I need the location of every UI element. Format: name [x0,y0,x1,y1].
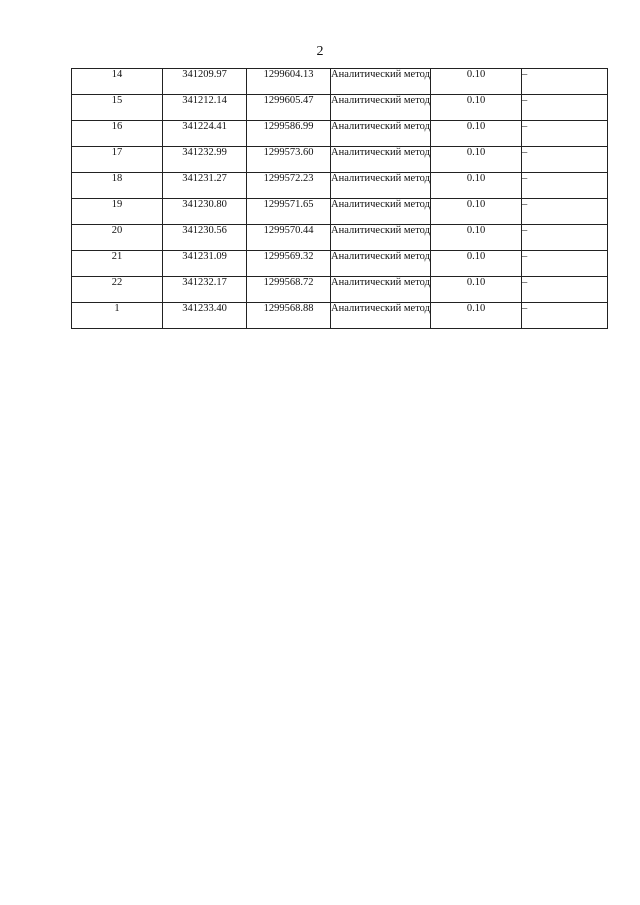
note-cell: – [522,277,608,303]
coordinate-y-cell: 1299568.72 [247,277,331,303]
coordinate-y-cell: 1299572.23 [247,173,331,199]
accuracy-cell: 0.10 [431,303,522,329]
table-row [72,199,608,225]
method-cell: Аналитический метод [331,173,431,199]
point-number-cell: 15 [72,95,163,121]
table-row [72,277,608,303]
accuracy-cell: 0.10 [431,95,522,121]
note-cell: – [522,147,608,173]
coordinate-y-cell: 1299571.65 [247,199,331,225]
method-cell: Аналитический метод [331,147,431,173]
accuracy-cell: 0.10 [431,251,522,277]
point-number-cell: 1 [72,303,163,329]
coordinate-y-cell: 1299570.44 [247,225,331,251]
table-row [72,95,608,121]
note-cell: – [522,173,608,199]
coordinate-x-cell: 341230.80 [163,199,247,225]
method-cell: Аналитический метод [331,225,431,251]
note-cell: – [522,251,608,277]
coordinate-x-cell: 341230.56 [163,225,247,251]
method-cell: Аналитический метод [331,69,431,95]
table-row [72,147,608,173]
coordinate-x-cell: 341231.27 [163,173,247,199]
table-row [72,121,608,147]
coordinates-table [71,68,608,329]
method-cell: Аналитический метод [331,251,431,277]
coordinate-y-cell: 1299604.13 [247,69,331,95]
point-number-cell: 14 [72,69,163,95]
coordinate-y-cell: 1299569.32 [247,251,331,277]
point-number-cell: 16 [72,121,163,147]
coordinate-x-cell: 341232.99 [163,147,247,173]
coordinate-x-cell: 341231.09 [163,251,247,277]
accuracy-cell: 0.10 [431,225,522,251]
coordinate-x-cell: 341232.17 [163,277,247,303]
point-number-cell: 17 [72,147,163,173]
coordinate-x-cell: 341212.14 [163,95,247,121]
coordinates-table-body [72,69,608,329]
table-row [72,251,608,277]
point-number-cell: 21 [72,251,163,277]
coordinate-x-cell: 341224.41 [163,121,247,147]
table-row [72,69,608,95]
coordinate-y-cell: 1299568.88 [247,303,331,329]
note-cell: – [522,199,608,225]
coordinate-x-cell: 341233.40 [163,303,247,329]
accuracy-cell: 0.10 [431,147,522,173]
note-cell: – [522,225,608,251]
coordinate-y-cell: 1299605.47 [247,95,331,121]
method-cell: Аналитический метод [331,121,431,147]
table-row [72,303,608,329]
method-cell: Аналитический метод [331,277,431,303]
table-row [72,173,608,199]
accuracy-cell: 0.10 [431,69,522,95]
accuracy-cell: 0.10 [431,121,522,147]
method-cell: Аналитический метод [331,95,431,121]
coordinate-x-cell: 341209.97 [163,69,247,95]
note-cell: – [522,95,608,121]
point-number-cell: 20 [72,225,163,251]
accuracy-cell: 0.10 [431,199,522,225]
point-number-cell: 22 [72,277,163,303]
note-cell: – [522,303,608,329]
point-number-cell: 18 [72,173,163,199]
accuracy-cell: 0.10 [431,277,522,303]
point-number-cell: 19 [72,199,163,225]
table-row [72,225,608,251]
note-cell: – [522,69,608,95]
page-number: 2 [316,44,324,59]
coordinate-y-cell: 1299586.99 [247,121,331,147]
note-cell: – [522,121,608,147]
method-cell: Аналитический метод [331,303,431,329]
accuracy-cell: 0.10 [431,173,522,199]
coordinate-y-cell: 1299573.60 [247,147,331,173]
method-cell: Аналитический метод [331,199,431,225]
